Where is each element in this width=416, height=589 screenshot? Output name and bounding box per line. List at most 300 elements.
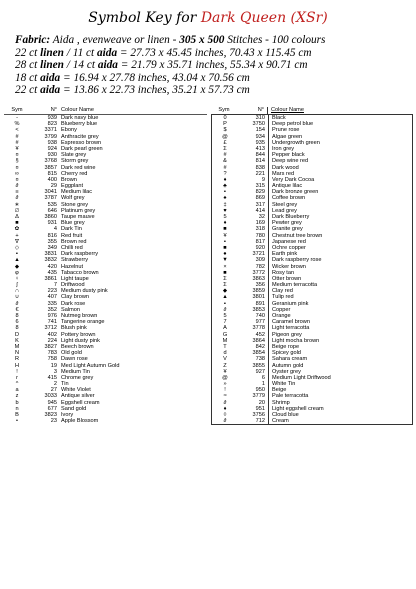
dmc-number-cell: 19 xyxy=(50,362,57,369)
colour-name-cell: Dark navy blue xyxy=(61,115,99,121)
symbol-cell: ▼ xyxy=(222,257,228,264)
symbol-cell: ■ xyxy=(223,269,227,276)
page-title xyxy=(0,10,416,26)
dmc-number-cell: 842 xyxy=(255,343,265,350)
dmc-number-cell: 816 xyxy=(47,232,57,239)
dmc-number-cell: 29 xyxy=(50,183,57,190)
colour-name-cell: Light eggshell cream xyxy=(268,406,412,412)
dmc-number-cell: 3772 xyxy=(252,269,265,276)
symbol-cell: ♦ xyxy=(223,405,227,412)
colour-name-cell: Prune rose xyxy=(268,127,412,133)
colour-name-cell: Orange xyxy=(268,313,412,319)
dmc-number-cell: 400 xyxy=(47,176,57,183)
dmc-number-cell: 3712 xyxy=(44,325,57,332)
dmc-number-cell: 3861 xyxy=(44,275,57,282)
dmc-number-cell: 815 xyxy=(47,170,57,177)
dmc-number-cell: 3750 xyxy=(252,121,265,128)
colour-name-cell: Beech brown xyxy=(61,343,94,350)
symbol-cell: @ xyxy=(222,374,228,381)
symbol-cell: ◆ xyxy=(222,288,228,295)
symbol-cell: Z xyxy=(223,362,227,369)
colour-name-cell: Antique lilac xyxy=(268,183,412,189)
dmc-number-cell: 951 xyxy=(255,405,265,412)
colour-name-cell: Rosy tan xyxy=(268,270,412,276)
colour-name-cell: Tangerine orange xyxy=(61,319,105,326)
dmc-number-cell: 414 xyxy=(255,207,265,214)
symbol-cell: & xyxy=(223,158,227,165)
symbol-cell: ◊ xyxy=(223,412,227,418)
dmc-number-cell: 169 xyxy=(255,220,265,227)
symbol-cell: @ xyxy=(222,133,228,140)
symbol-cell: § xyxy=(15,158,19,165)
dmc-number-cell: 934 xyxy=(255,133,265,140)
dmc-number-cell: 4 xyxy=(53,226,57,233)
colour-name-cell: Oyster grey xyxy=(268,369,412,375)
dmc-number-cell: 317 xyxy=(255,201,265,208)
dmc-number-cell: 976 xyxy=(47,313,57,319)
symbol-cell: M xyxy=(14,343,20,350)
colour-name-cell: Storm grey xyxy=(61,158,89,165)
colour-name-cell: Caramel brown xyxy=(268,319,412,325)
symbol-cell: < xyxy=(15,127,19,134)
dmc-number-cell: 3864 xyxy=(252,337,265,344)
symbol-cell: ♀ xyxy=(14,275,20,282)
colour-name-cell: White Violet xyxy=(61,387,91,394)
symbol-cell: 8 xyxy=(15,325,19,332)
colour-name-cell: Cherry red xyxy=(61,170,88,177)
colour-name-cell: Undergrowth green xyxy=(268,140,412,146)
colour-name-cell: Platinum grey xyxy=(61,207,96,214)
symbol-cell: ♦ xyxy=(223,176,227,183)
colour-name-cell: Eggshell cream xyxy=(61,399,100,406)
colour-name-cell: Dark bronze green xyxy=(268,189,412,195)
symbol-cell: # xyxy=(15,133,19,140)
dmc-number-cell: 3827 xyxy=(44,343,57,350)
symbol-cell: ¤ xyxy=(15,164,19,171)
dmc-number-cell: 356 xyxy=(255,282,265,289)
colour-name-cell: Ivory xyxy=(61,412,74,418)
colour-name-cell: Otter brown xyxy=(268,276,412,282)
dmc-number-cell: 977 xyxy=(255,319,265,326)
symbol-cell: 5 xyxy=(223,214,227,220)
colour-name-cell: Dark rose xyxy=(61,300,86,307)
symbol-cell: ∂ xyxy=(15,300,19,307)
colour-name-cell: Dark pearl green xyxy=(61,145,103,152)
colour-name-cell: Medium Light Driftwood xyxy=(268,375,412,381)
dmc-number-cell: 3787 xyxy=(44,195,57,202)
colour-name-cell: Sand gold xyxy=(61,405,87,412)
symbol-cell: 6 xyxy=(15,319,19,326)
colour-name-cell: Ebony xyxy=(61,127,77,134)
dmc-number-cell: 420 xyxy=(47,263,57,270)
dmc-number-cell: 154 xyxy=(255,127,265,134)
dmc-number-cell: 829 xyxy=(255,189,265,196)
symbol-cell: ∂ xyxy=(223,418,227,425)
colour-name-cell: Pale terracotta xyxy=(268,393,412,399)
colour-name-cell: Ochre copper xyxy=(268,245,412,251)
symbol-cell: × xyxy=(223,263,227,270)
dmc-number-cell: 3854 xyxy=(252,350,265,357)
dmc-number-cell: 310 xyxy=(255,115,265,121)
symbol-cell: Σ xyxy=(223,282,227,289)
colour-name-cell: Espresso brown xyxy=(61,139,102,146)
fabric-line-4: 18 ct aida = 16.94 x 27.78 inches, 43.04 x 70.56 cm xyxy=(15,71,250,84)
dmc-number-cell: 402 xyxy=(47,331,57,338)
symbol-cell: ∫ xyxy=(16,282,18,289)
colour-name-cell: Autumn gold xyxy=(268,363,412,369)
colour-name-cell: Light taupe xyxy=(61,275,89,282)
dmc-number-cell: 3859 xyxy=(252,288,265,295)
symbol-cell: ∪ xyxy=(14,294,20,301)
colour-name-cell: Chrome grey xyxy=(61,374,94,381)
colour-name-cell: Pottery brown xyxy=(61,331,96,338)
colour-name-cell: Tulip red xyxy=(268,294,412,300)
symbol-cell: 7 xyxy=(223,319,227,326)
dmc-number-cell: 315 xyxy=(255,183,265,190)
colour-name-cell: Pewter grey xyxy=(268,220,412,226)
dmc-number-cell: 3853 xyxy=(252,306,265,313)
symbol-cell: ▲ xyxy=(222,294,228,301)
dmc-number-cell: 927 xyxy=(255,368,265,375)
fabric-info xyxy=(15,34,410,97)
dmc-number-cell: 3823 xyxy=(44,412,57,418)
dmc-number-cell: 413 xyxy=(255,145,265,152)
dmc-number-cell: 3 xyxy=(53,368,57,375)
symbol-cell: ▪ xyxy=(224,238,226,245)
symbol-cell: # xyxy=(223,164,227,171)
dmc-number-cell: 20 xyxy=(258,399,265,406)
title-prefix: Symbol Key for xyxy=(88,10,197,26)
colour-name-cell: Very Dark Cocoa xyxy=(268,177,412,183)
colour-name-cell: Japanese red xyxy=(268,239,412,245)
symbol-cell: ‡ xyxy=(223,201,227,208)
symbol-cell: ■ xyxy=(223,226,227,233)
table-row xyxy=(4,418,207,424)
dmc-number-cell: 3371 xyxy=(44,127,57,134)
dmc-number-cell: 740 xyxy=(255,313,265,319)
dmc-number-cell: 782 xyxy=(255,263,265,270)
colour-name-cell: Blueberry blue xyxy=(61,121,98,128)
symbol-cell: V xyxy=(223,356,227,363)
symbol-cell: b xyxy=(15,399,19,406)
symbol-cell: ≡ xyxy=(15,189,19,196)
colour-name-cell: Medium Tin xyxy=(61,368,90,375)
symbol-cell: H xyxy=(14,362,20,369)
dmc-number-cell: 221 xyxy=(255,170,265,177)
symbol-cell: ? xyxy=(223,170,227,177)
colour-name-cell: Eggplant xyxy=(61,183,84,190)
dmc-number-cell: 335 xyxy=(47,300,57,307)
colour-name-cell: Dark raspberry xyxy=(61,251,98,258)
header-sym: Sym xyxy=(11,107,23,113)
dmc-number-cell: 309 xyxy=(255,257,265,264)
symbol-cell: ¤ xyxy=(15,152,19,159)
symbol-cell: » xyxy=(223,381,227,388)
colour-name-cell: Shrimp xyxy=(268,400,412,406)
colour-name-cell: Hazelnut xyxy=(61,263,84,270)
symbol-cell: ♥ xyxy=(223,207,227,214)
dmc-number-cell: 938 xyxy=(47,139,57,146)
symbol-cell: ¥ xyxy=(15,145,19,152)
dmc-number-cell: 869 xyxy=(255,195,265,202)
symbol-cell: ∂ xyxy=(15,183,19,190)
dmc-number-cell: 814 xyxy=(255,158,265,165)
fabric-line-2: 22 ct linen / 11 ct aida = 27.73 x 45.45 inches, 70.43 x 115.45 cm xyxy=(15,46,312,59)
symbol-cell: D xyxy=(14,331,20,338)
symbol-cell: ¥ xyxy=(223,232,227,239)
symbol-cell: ▪ xyxy=(224,300,226,307)
colour-name-cell: Spicey gold xyxy=(268,350,412,356)
dmc-number-cell: 3779 xyxy=(252,393,265,400)
dmc-number-cell: 741 xyxy=(47,319,57,326)
colour-name-cell: Strawberry xyxy=(61,257,89,264)
colour-name-cell: Sahara cream xyxy=(268,356,412,362)
symbol-cell: n xyxy=(15,405,19,412)
colour-name-cell: Light terracotta xyxy=(268,325,412,331)
symbol-cell: R xyxy=(14,356,20,363)
colour-name-cell: Blush pink xyxy=(61,325,87,332)
dmc-number-cell: 415 xyxy=(47,374,57,381)
colour-name-cell: Old gold xyxy=(61,350,82,357)
colour-name-cell: Stone grey xyxy=(61,201,89,208)
colour-name-cell: Antique silver xyxy=(61,393,95,400)
colour-name-cell: Nutmeg brown xyxy=(61,313,98,319)
colour-name-cell: Coffee brown xyxy=(268,195,412,201)
symbol-cell: r xyxy=(16,374,18,381)
fabric-line-5: 22 ct aida = 13.86 x 22.73 inches, 35.21 x 57.73 cm xyxy=(15,84,250,97)
dmc-number-cell: 3778 xyxy=(252,325,265,332)
dmc-number-cell: 7 xyxy=(53,282,57,289)
symbol-cell: Σ xyxy=(223,275,227,282)
dmc-number-cell: 838 xyxy=(255,164,265,171)
symbol-cell: ¥ xyxy=(223,368,227,375)
pattern-name: Dark Queen (XSr) xyxy=(200,10,328,26)
dmc-number-cell: 352 xyxy=(47,306,57,313)
colour-name-cell: Cloud blue xyxy=(268,412,412,418)
symbol-cell: £ xyxy=(223,139,227,146)
dmc-number-cell: 318 xyxy=(255,226,265,233)
colour-name-cell: Salmon xyxy=(61,306,80,313)
symbol-cell: N xyxy=(14,350,20,357)
colour-name-cell: Dark raspberry rose xyxy=(268,257,412,263)
dmc-number-cell: 3832 xyxy=(44,257,57,264)
colour-name-cell: Iron grey xyxy=(268,146,412,152)
dmc-number-cell: 355 xyxy=(47,238,57,245)
dmc-number-cell: 349 xyxy=(47,244,57,251)
table-header xyxy=(211,107,413,115)
dmc-number-cell: 939 xyxy=(47,115,57,121)
header-colour-name: Colour Name xyxy=(267,107,413,114)
colour-name-cell: Dark Tin xyxy=(61,226,82,233)
dmc-number-cell: 817 xyxy=(255,238,265,245)
symbol-cell: ¤ xyxy=(15,176,19,183)
symbol-cell: K xyxy=(15,337,19,344)
dmc-number-cell: 23 xyxy=(50,418,57,425)
symbol-cell: • xyxy=(16,418,18,425)
colour-name-cell: Brown red xyxy=(61,238,87,245)
symbol-cell: d xyxy=(223,350,227,357)
dmc-number-cell: 3855 xyxy=(252,362,265,369)
colour-name-cell: Granite grey xyxy=(268,226,412,232)
dmc-number-cell: 32 xyxy=(258,214,265,220)
colour-name-cell: Pepper black xyxy=(268,152,412,158)
symbol-cell: ∩ xyxy=(14,288,20,295)
dmc-number-cell: 435 xyxy=(47,269,57,276)
header-sym: Sym xyxy=(218,107,230,113)
colour-name-cell: Deep wine red xyxy=(268,158,412,164)
symbol-cell: ▲ xyxy=(14,257,20,264)
symbol-cell: ▪ xyxy=(16,251,18,258)
symbol-cell: ■ xyxy=(15,220,19,227)
symbol-cell: 0 xyxy=(223,115,227,121)
dmc-number-cell: 780 xyxy=(255,232,265,239)
colour-name-cell: Chestnut tree brown xyxy=(268,233,412,239)
dmc-number-cell: 6 xyxy=(261,374,265,381)
colour-name-cell: Deep petrol blue xyxy=(268,121,412,127)
symbol-cell: G xyxy=(222,331,228,338)
fabric-line-3: 28 ct linen / 14 ct aida = 21.79 x 35.71 inches, 55.34 x 90.71 cm xyxy=(15,59,308,72)
symbol-cell: ∇ xyxy=(15,238,19,245)
symbol-cell: ♣ xyxy=(223,183,227,190)
dmc-number-cell: 931 xyxy=(47,220,57,227)
colour-name-cell: Taupe mauve xyxy=(61,214,95,220)
symbol-cell: M xyxy=(222,337,228,344)
symbol-cell: Σ xyxy=(223,145,227,152)
symbol-cell: ♠ xyxy=(223,195,227,202)
dmc-number-cell: 924 xyxy=(47,145,57,152)
symbol-cell: 8 xyxy=(15,313,19,319)
colour-name-cell: Copper xyxy=(268,307,412,313)
dmc-number-cell: 646 xyxy=(47,207,57,214)
colour-name-cell: Beige rope xyxy=(268,344,412,350)
colour-name-cell: Wicker brown xyxy=(268,264,412,270)
left-rows xyxy=(4,115,207,424)
colour-name-cell: Algae green xyxy=(268,134,412,140)
symbol-cell: + xyxy=(15,232,19,239)
symbol-cell: z xyxy=(15,393,19,400)
colour-name-cell: White Tin xyxy=(268,381,412,387)
header-colour-name: Colour Name xyxy=(61,107,94,113)
colour-name-cell: Mars red xyxy=(268,171,412,177)
symbol-cell: T xyxy=(223,343,227,350)
dmc-number-cell: 1 xyxy=(261,381,265,388)
symbol-cell: - xyxy=(16,115,18,121)
dmc-number-cell: 3041 xyxy=(44,189,57,196)
dmc-number-cell: 738 xyxy=(255,356,265,363)
symbol-cell: φ xyxy=(15,269,19,276)
dmc-number-cell: 930 xyxy=(47,152,57,159)
dmc-number-cell: 3863 xyxy=(252,275,265,282)
colour-name-cell: Driftwood xyxy=(61,282,85,289)
symbol-cell: ♦ xyxy=(223,220,227,227)
table-row xyxy=(212,418,412,424)
symbol-cell: % xyxy=(14,121,20,128)
table-header xyxy=(4,107,207,115)
dmc-number-cell: 224 xyxy=(47,337,57,344)
dmc-number-cell: 3033 xyxy=(44,393,57,400)
symbol-cell: B xyxy=(15,412,19,418)
dmc-number-cell: 950 xyxy=(255,387,265,394)
right-column xyxy=(211,107,413,425)
symbol-cell: ^ xyxy=(15,381,19,388)
colour-name-cell: Med Light Autumn Gold xyxy=(61,362,120,369)
dmc-number-cell: 945 xyxy=(47,399,57,406)
colour-name-cell: Medium terracotta xyxy=(268,282,412,288)
symbol-cell: # xyxy=(15,139,19,146)
dmc-number-cell: 891 xyxy=(255,300,265,307)
dmc-number-cell: 823 xyxy=(47,121,57,128)
dmc-number-cell: 452 xyxy=(255,331,265,338)
symbol-cell: ∂ xyxy=(223,399,227,406)
dmc-number-cell: 9 xyxy=(261,176,265,183)
dmc-number-cell: 3721 xyxy=(252,251,265,258)
dmc-number-cell: 935 xyxy=(255,139,265,146)
colour-name-cell: Chilli red xyxy=(61,244,83,251)
dmc-number-cell: 27 xyxy=(50,387,57,394)
left-column xyxy=(4,107,207,424)
dmc-number-cell: 3831 xyxy=(44,251,57,258)
colour-name-cell: Black xyxy=(268,115,412,121)
colour-name-cell: Light mocha brown xyxy=(268,338,412,344)
colour-name-cell: Clay red xyxy=(268,288,412,294)
dmc-number-cell: 677 xyxy=(47,405,57,412)
colour-name-cell: Beige xyxy=(268,387,412,393)
dmc-number-cell: 758 xyxy=(47,356,57,363)
dmc-number-cell: 844 xyxy=(255,152,265,159)
colour-name-cell: Light dusty pink xyxy=(61,337,100,344)
symbol-cell: ∞ xyxy=(15,170,19,177)
dmc-number-cell: 407 xyxy=(47,294,57,301)
dmc-number-cell: 3756 xyxy=(252,412,265,418)
dmc-number-cell: 3801 xyxy=(252,294,265,301)
colour-name-cell: Dark wood xyxy=(268,165,412,171)
symbol-cell: ∅ xyxy=(14,207,20,214)
dmc-number-cell: 920 xyxy=(255,244,265,251)
symbol-cell: ▪ xyxy=(224,189,226,196)
header-number: N° xyxy=(257,107,264,113)
symbol-cell: # xyxy=(223,152,227,159)
symbol-cell: $ xyxy=(223,127,227,134)
symbol-cell: ∂ xyxy=(15,195,19,202)
dmc-number-cell: 535 xyxy=(47,201,57,208)
symbol-cell: ● xyxy=(223,251,227,258)
colour-name-cell: Tabacco brown xyxy=(61,269,99,276)
colour-name-cell: Dark red wine xyxy=(61,164,96,171)
colour-name-cell: Blue grey xyxy=(61,220,85,227)
colour-name-cell: Apple Blossom xyxy=(61,418,99,425)
symbol-cell: ∗ xyxy=(14,201,20,208)
symbol-cell: 5 xyxy=(223,313,227,319)
colour-name-cell: Geranium pink xyxy=(268,301,412,307)
colour-name-cell: Tin xyxy=(61,381,69,388)
colour-name-cell: Brown xyxy=(61,176,77,183)
dmc-number-cell: 3799 xyxy=(44,133,57,140)
symbol-cell: ■ xyxy=(223,244,227,251)
symbol-cell: ! xyxy=(224,387,226,394)
symbol-cell: ≈ xyxy=(223,393,227,400)
header-number: N° xyxy=(50,107,57,113)
symbol-cell: a xyxy=(15,387,19,394)
dmc-number-cell: 223 xyxy=(47,288,57,295)
colour-name-cell: Cream xyxy=(268,418,412,424)
colour-name-cell: Wolf grey xyxy=(61,195,85,202)
symbol-cell: ◇ xyxy=(14,244,20,251)
fabric-line-1: Fabric: Aida , evenweave or linen - 305 x 500 Stitches - 100 colours xyxy=(15,34,326,46)
colour-name-cell: Medium lilac xyxy=(61,189,93,196)
colour-name-cell: Dark Blueberry xyxy=(268,214,412,220)
symbol-cell: P xyxy=(223,121,227,128)
dmc-number-cell: 3860 xyxy=(44,214,57,220)
